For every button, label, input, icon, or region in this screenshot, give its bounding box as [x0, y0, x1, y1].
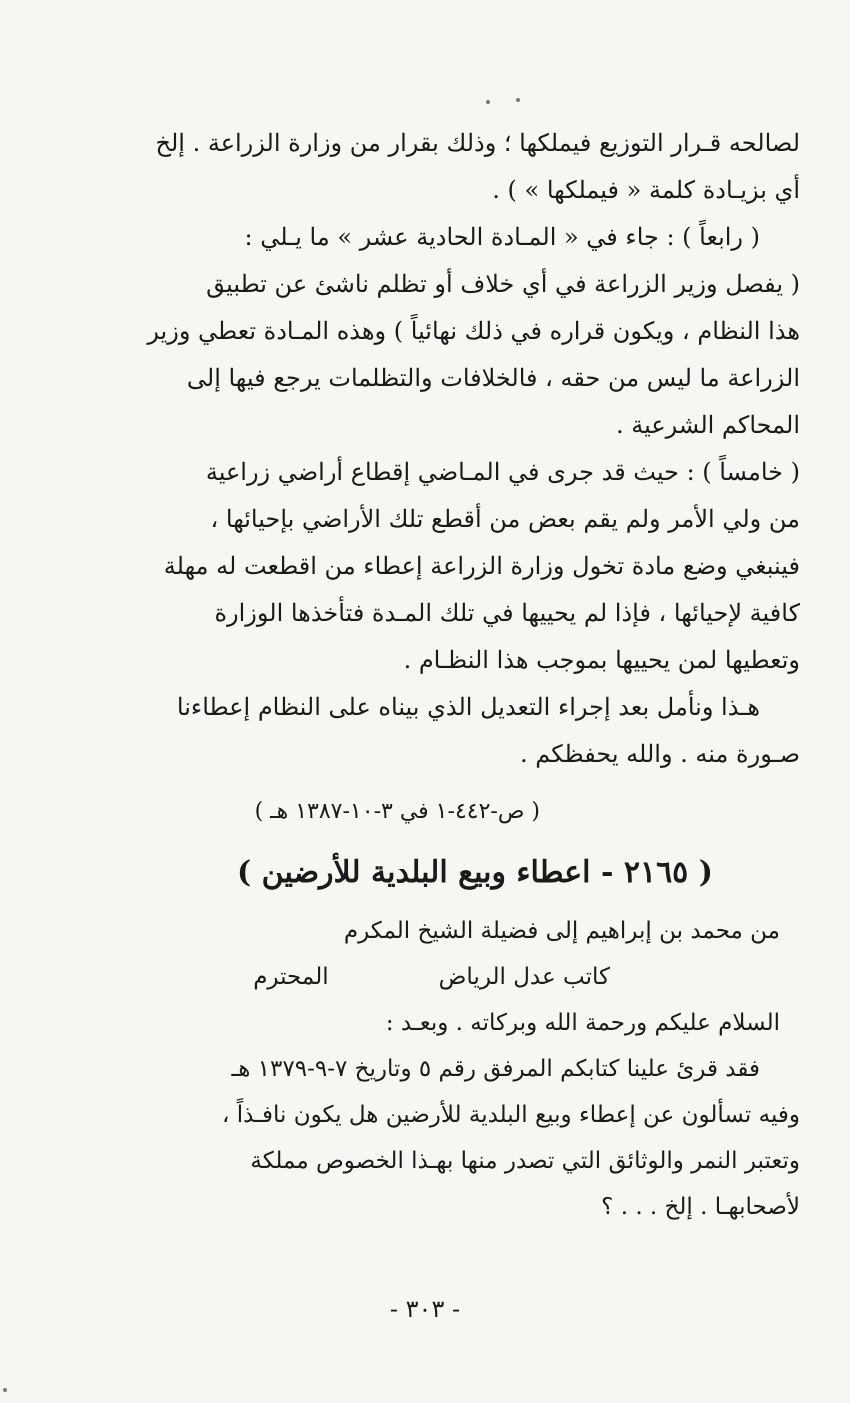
text-line: فينبغي وضع مادة تخول وزارة الزراعة إعطاء من اقطعت له مهلة: [163, 552, 800, 580]
text-line: لأصحابهـا . إلخ . . . ؟: [601, 1194, 800, 1220]
honorific: المحترم: [253, 964, 329, 990]
text-line: هـذا ونأمل بعد إجراء التعديل الذي بيناه على النظام إعطاءنا: [176, 693, 760, 721]
greeting: السلام عليكم ورحمة الله وبركاته . وبعـد :: [385, 1010, 780, 1036]
khamisan-paragraph: [150, 449, 800, 684]
text-line: المحاكم الشرعية .: [615, 411, 800, 439]
text-line: صـورة منه . والله يحفظكم .: [520, 740, 800, 768]
page-content: [147, 120, 800, 1230]
text-line: وتعتبر النمر والوثائق التي تصدر منها بهـذا الخصوص مملكة: [250, 1148, 800, 1174]
from-line: من محمد بن إبراهيم إلى فضيلة الشيخ المكرم: [343, 918, 780, 944]
text-line: هذا النظام ، ويكون قراره في ذلك نهائياً ) وهذه المـادة تعطي وزير: [147, 317, 800, 345]
text-line: أي بزيـادة كلمة « فيملكها » ) .: [492, 176, 800, 204]
intro-paragraph: [150, 120, 800, 214]
letter: [150, 908, 800, 1230]
rabian-heading-line: ( رابعاً ) : جاء في « المـادة الحادية عشر » ما يـلي :: [244, 223, 760, 251]
recipient: كاتب عدل الرياض: [438, 964, 610, 990]
rabian-paragraph: [147, 214, 800, 449]
text-line: ( خامساً ) : حيث قد جرى في المـاضي إقطاع أراضي زراعية: [205, 458, 800, 486]
closing-paragraph: [150, 684, 800, 778]
section-heading: ( ٢١٦٥ - اعطاء وبيع البلدية للأرضين ): [237, 855, 713, 890]
text-line: من ولي الأمر ولم يقم بعض من أقطع تلك الأراضي بإحيائها ،: [210, 505, 800, 533]
text-line: وفيه تسألون عن إعطاء وبيع البلدية للأرضين هل يكون نافـذاً ،: [222, 1102, 800, 1128]
text-line: ( يفصل وزير الزراعة في أي خلاف أو تظلم ناشئ عن تطبيق: [206, 270, 800, 298]
speck: [3, 1388, 7, 1392]
text-line: كافية لإحيائها ، فإذا لم يحييها في تلك المـدة فتأخذها الوزارة: [214, 599, 800, 627]
recipient-row: [150, 954, 800, 1000]
speck: [486, 100, 490, 104]
speck: [516, 98, 520, 102]
text-line: فقد قرئ علينا كتابكم المرفق رقم ٥ وتاريخ ٧-٩-١٣٧٩ هـ: [231, 1056, 760, 1082]
page-number: - ٣٠٣ -: [389, 1295, 461, 1323]
reference-citation: ( ص-٤٤٢-١ في ٣-١٠-١٣٨٧ هـ ): [254, 799, 540, 824]
text-line: الزراعة ما ليس من حقه ، فالخلافات والتظلمات يرجع فيها إلى: [186, 364, 800, 392]
text-line: وتعطيها لمن يحييها بموجب هذا النظـام .: [403, 646, 800, 674]
text-line: لصالحه قـرار التوزيع فيملكها ؛ وذلك بقرار من وزارة الزراعة . إلخ: [155, 129, 800, 157]
